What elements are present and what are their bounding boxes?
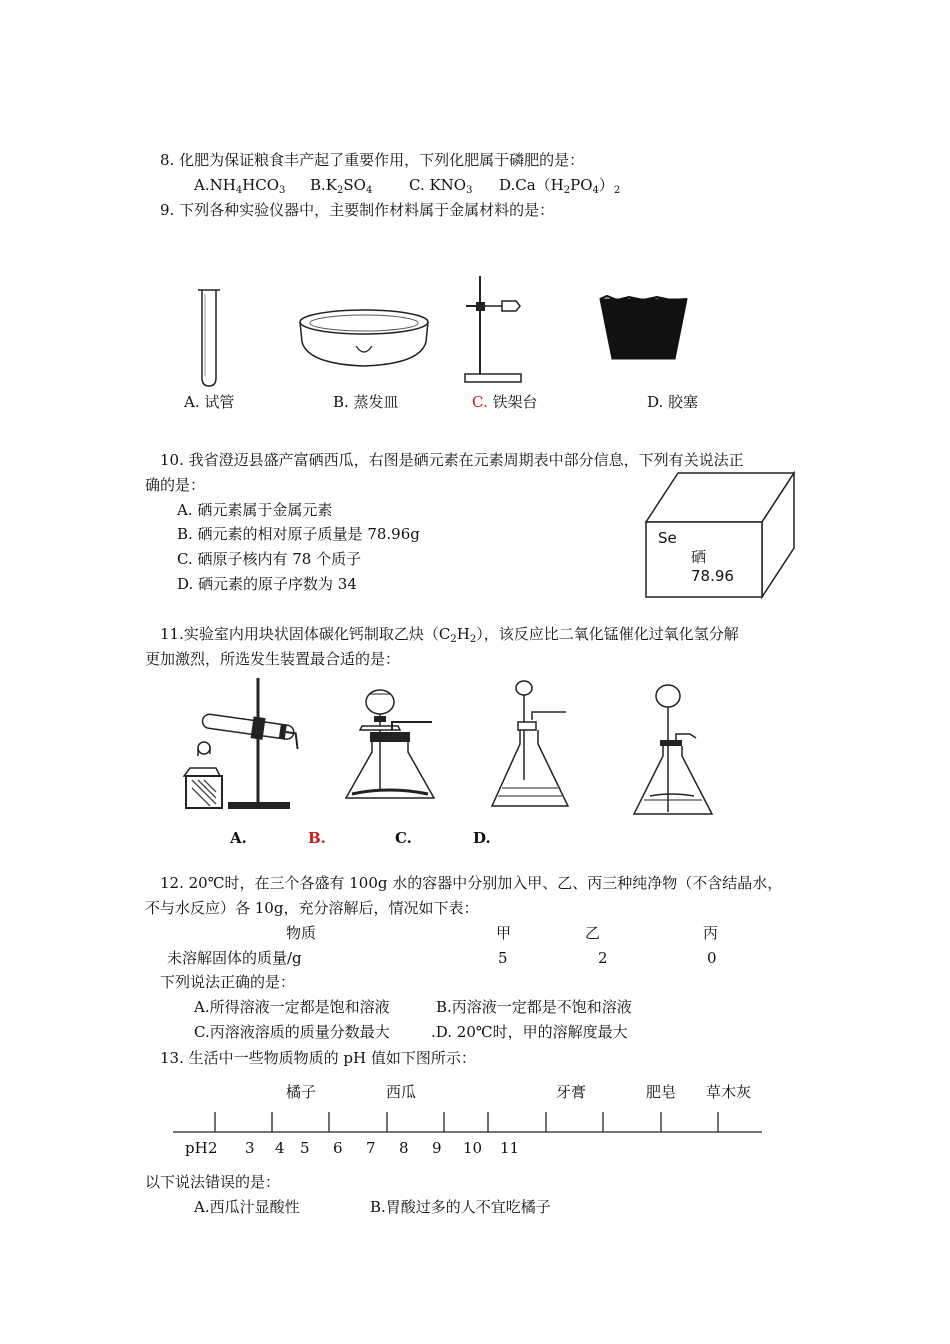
apparatus-a-illustration — [180, 676, 310, 812]
q12-option-d: .D. 20℃时，甲的溶解度最大 — [431, 1023, 628, 1041]
element-symbol: Se — [658, 529, 677, 547]
q11-label-b: B. — [308, 829, 326, 847]
substance-plant-ash: 草木灰 — [706, 1083, 752, 1101]
ph-tick-6: 6 — [333, 1139, 343, 1157]
ph-tick-5: 5 — [300, 1139, 310, 1157]
apparatus-b-illustration — [340, 680, 440, 810]
table-value-yi: 2 — [598, 949, 608, 967]
q12-stem-line1: 12. 20℃时，在三个各盛有 100g 水的容器中分别加入甲、乙、丙三种纯净物（不含结晶水， — [160, 874, 783, 892]
substance-orange: 橘子 — [286, 1083, 317, 1101]
ph-tick-10: 10 — [463, 1139, 483, 1157]
q8-option-c: C. $KNO_3$ — [409, 176, 473, 196]
substance-soap: 肥皂 — [646, 1083, 677, 1101]
table-header-yi: 乙 — [585, 924, 601, 942]
q10-stem-line1: 10. 我省澄迈县盛产富硒西瓜，右图是硒元素在元素周期表中部分信息，下列有关说法正 — [160, 451, 744, 469]
q8-option-b: $B.K_2SO_4$ — [310, 176, 373, 196]
ph-tick-2: 2 — [208, 1139, 218, 1157]
ph-tick-7: 7 — [366, 1139, 376, 1157]
element-name: 硒 — [691, 548, 707, 566]
q10-stem-line2: 确的是： — [145, 476, 206, 494]
rubber-stopper-illustration — [597, 296, 692, 362]
q9-label-b: B. 蒸发皿 — [333, 393, 399, 411]
q10-option-b: B. 硒元素的相对原子质量是 78.96g — [177, 525, 420, 543]
evaporating-dish-illustration — [296, 306, 436, 376]
q11-label-a: A. — [230, 829, 247, 847]
q13-option-b: B.胃酸过多的人不宜吃橘子 — [370, 1198, 551, 1216]
q11-stem-line1: 11.实验室内用块状固体碳化钙制取乙炔$(C_2H_2)$，该反应比二氧化锰催化过氧化氢分解 — [160, 625, 739, 645]
ph-tick-8: 8 — [399, 1139, 409, 1157]
ph-scale-label: pH — [185, 1139, 208, 1157]
q12-stem-line2: 不与水反应）各 10g，充分溶解后，情况如下表： — [145, 899, 479, 917]
q10-option-d: D. 硒元素的原子序数为 34 — [177, 575, 357, 593]
test-tube-illustration — [195, 286, 235, 390]
q11-label-d: D. — [473, 829, 491, 847]
ph-tick-3: 3 — [245, 1139, 255, 1157]
ph-scale-line — [170, 1110, 770, 1136]
table-header-bing: 丙 — [703, 924, 719, 942]
q12-option-c: C.丙溶液溶质的质量分数最大 — [194, 1023, 390, 1041]
q8-stem: 8. 化肥为保证粮食丰产起了重要作用，下列化肥属于磷肥的是： — [160, 151, 585, 169]
table-value-jia: 5 — [498, 949, 508, 967]
q11-stem-line2: 更加激烈，所选发生装置最合适的是： — [145, 650, 401, 668]
q9-stem: 9. 下列各种实验仪器中，主要制作材料属于金属材料的是： — [160, 201, 555, 219]
q12-option-a: A.所得溶液一定都是饱和溶液 — [194, 998, 390, 1016]
ph-tick-4: 4 — [275, 1139, 285, 1157]
q10-option-a: A. 硒元素属于金属元素 — [177, 501, 333, 519]
table-header-jia: 甲 — [496, 924, 512, 942]
q12-prompt: 下列说法正确的是： — [160, 973, 296, 991]
table-header-substance: 物质 — [286, 924, 317, 942]
substance-watermelon: 西瓜 — [386, 1083, 417, 1101]
q8-option-a: $A.NH_4HCO_3$ — [194, 176, 286, 196]
table-value-bing: 0 — [707, 949, 717, 967]
q8-option-d: $D.Ca(H_2PO_4)_2$ — [499, 176, 621, 196]
ph-tick-9: 9 — [432, 1139, 442, 1157]
q9-label-c: C. 铁架台 — [472, 393, 538, 411]
q11-label-c: C. — [395, 829, 412, 847]
q12-option-b: B.丙溶液一定都是不饱和溶液 — [436, 998, 632, 1016]
substance-toothpaste: 牙膏 — [556, 1083, 587, 1101]
element-mass: 78.96 — [691, 567, 734, 585]
q13-stem: 13. 生活中一些物质物质的 pH 值如下图所示： — [160, 1049, 476, 1067]
q13-option-a: A.西瓜汁显酸性 — [194, 1198, 300, 1216]
q9-label-d: D. 胶塞 — [647, 393, 699, 411]
table-row-label: 未溶解固体的质量/g — [167, 949, 302, 967]
apparatus-d-illustration — [630, 682, 724, 820]
q9-label-a: A. 试管 — [184, 393, 235, 411]
q10-option-c: C. 硒原子核内有 78 个质子 — [177, 550, 362, 568]
apparatus-c-illustration — [488, 672, 578, 812]
ph-tick-11: 11 — [500, 1139, 520, 1157]
q13-prompt: 以下说法错误的是： — [145, 1173, 281, 1191]
iron-stand-illustration — [460, 274, 530, 386]
